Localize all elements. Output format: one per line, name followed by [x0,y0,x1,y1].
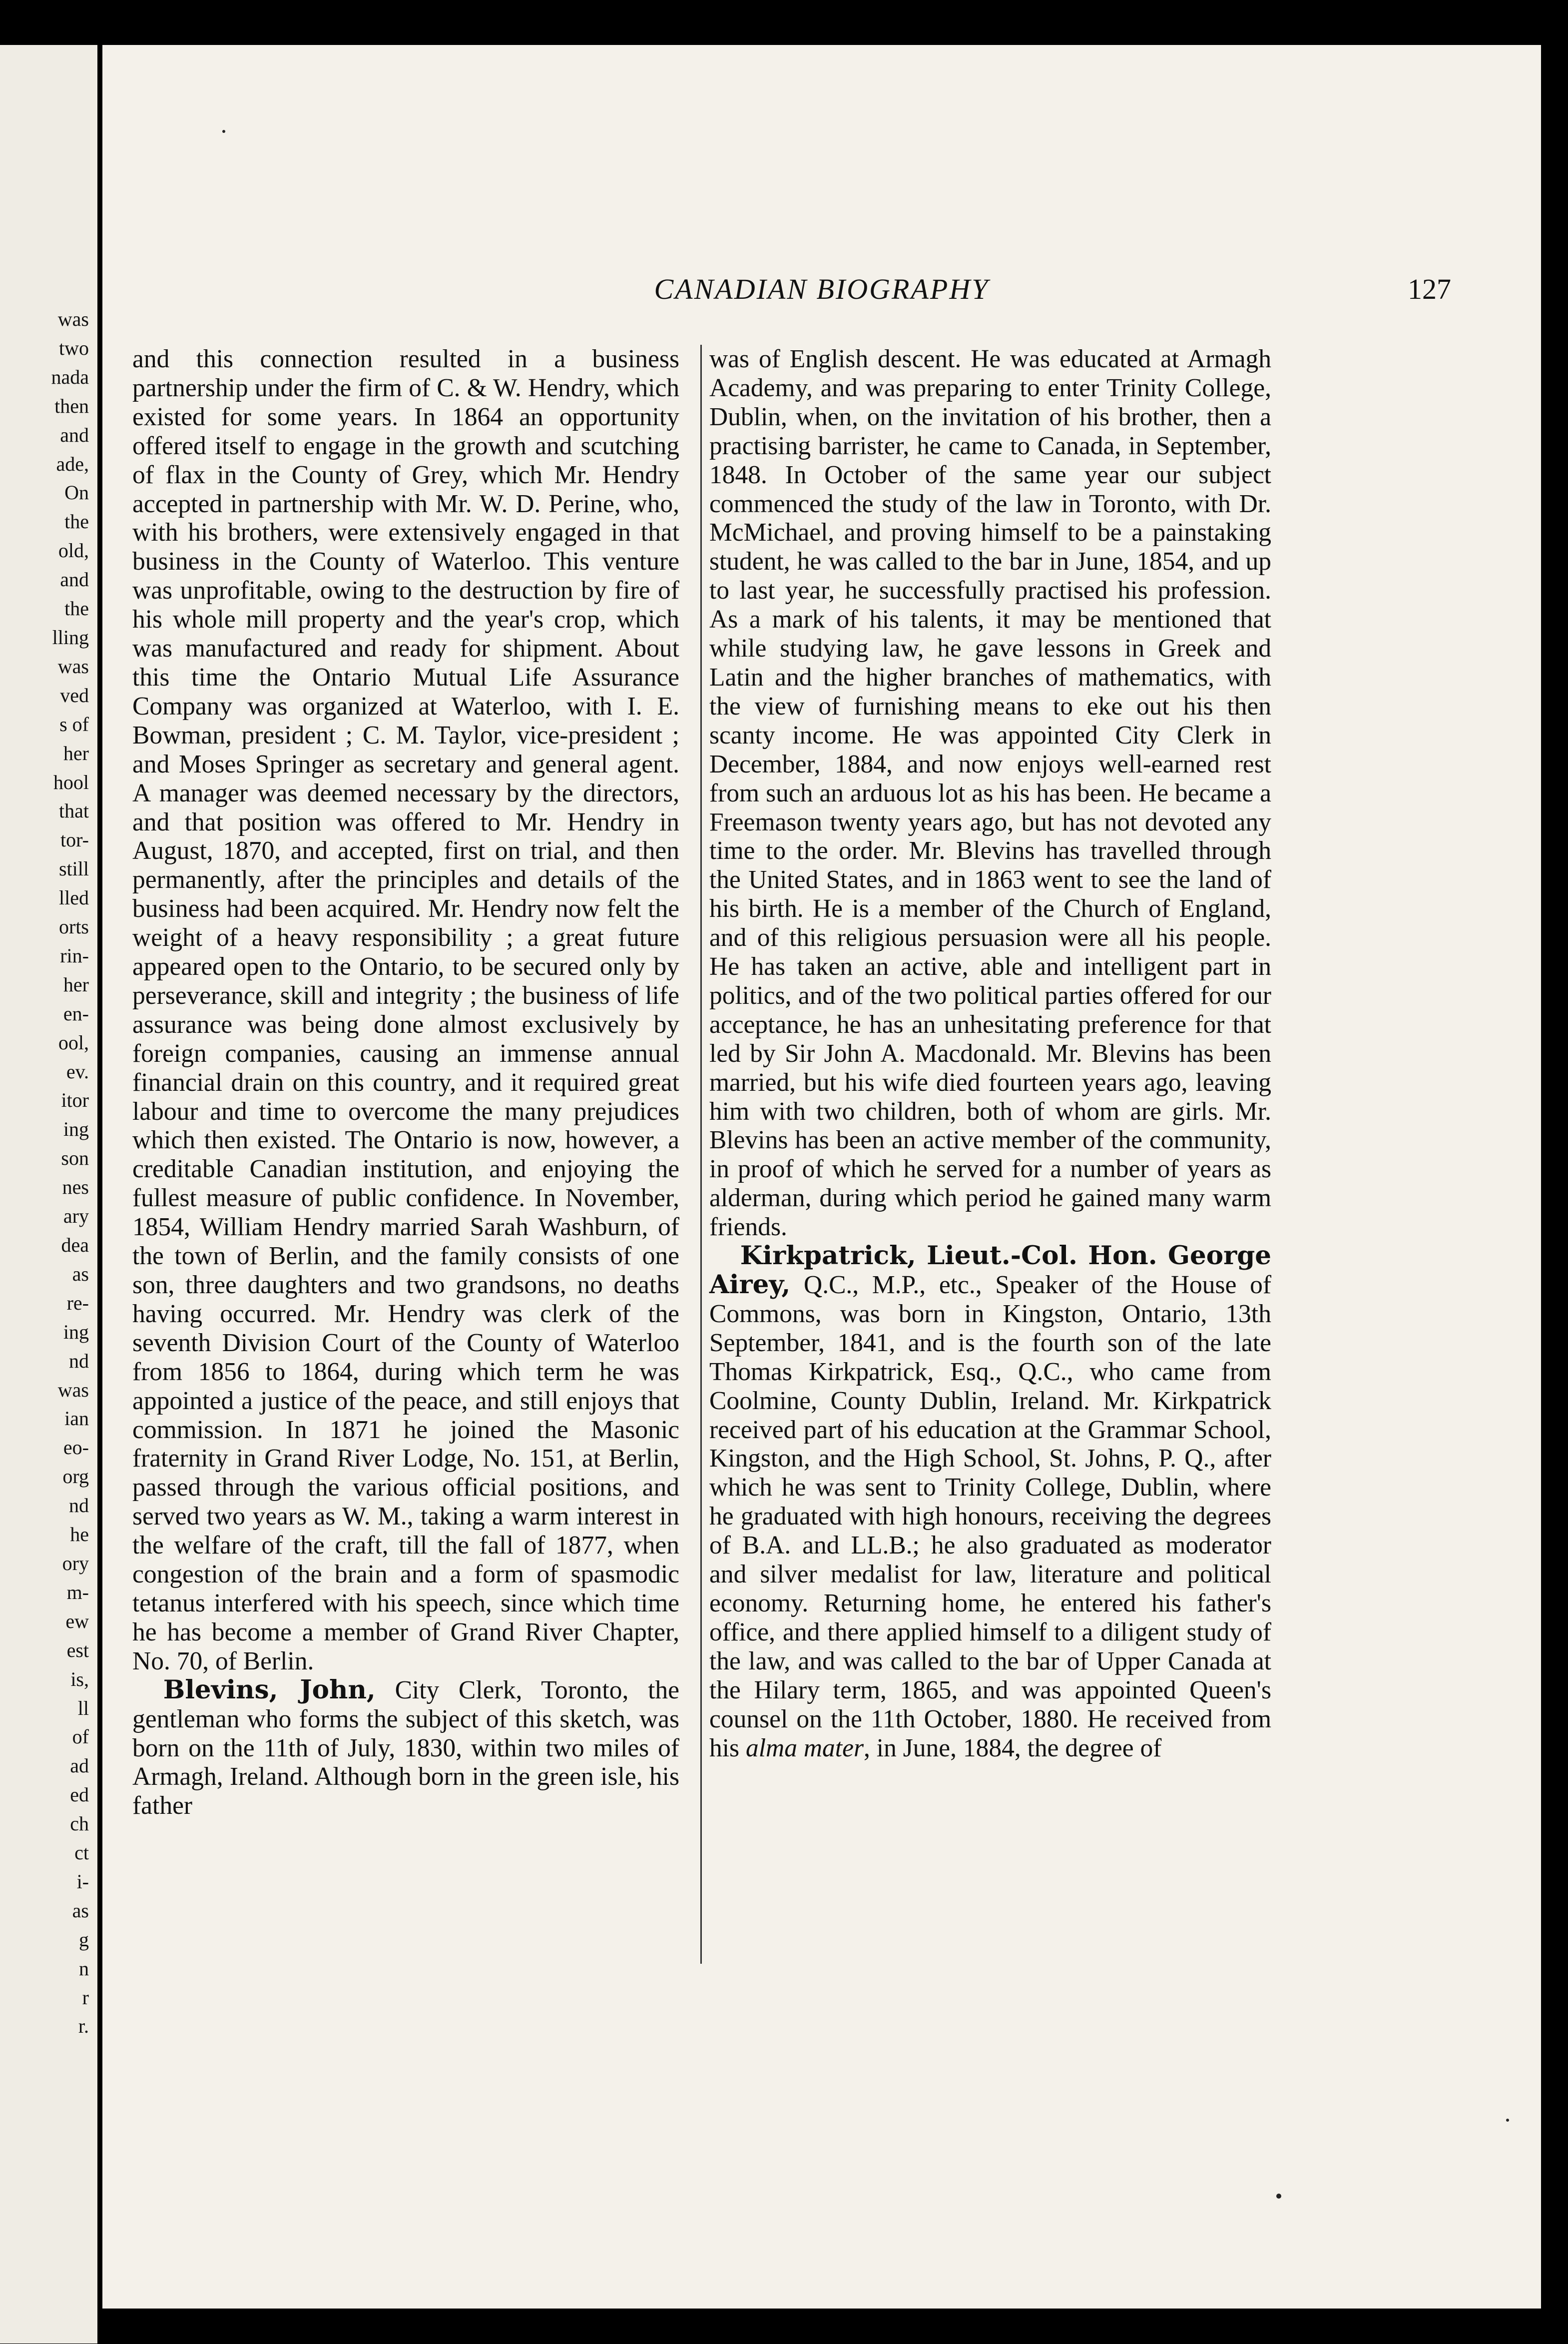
kirkpatrick-heading: Kirkpatrick, Lieut.-Col. Hon. George Airey, [709,1241,1271,1300]
adjacent-page-line: ed [70,1783,89,1806]
adjacent-page-line: s of [59,713,89,736]
scan-speck [1276,2194,1281,2199]
adjacent-page-line: as [72,1899,89,1922]
blevins-text: City Clerk, Toronto, the gentleman who forms the subject of this sketch, was born on the 11th of July, 1830, within two miles of Armagh, Ireland. Although born in the green isle, his father [132,1675,679,1820]
adjacent-page-line: ad [70,1754,89,1777]
adjacent-page-line: orts [59,915,89,938]
hendry-continuation: and this connection resulted in a business partnership under the firm of C. & W. Hendry, which existed for some years. In 1864 an opportunity offered itself to engage in the growth and scutching of flax in the County of Grey, which Mr. Hendry accepted in partnership with Mr. W. D. Perine, who, with his brothers, were extensively engaged in that business in the County of Waterloo. This venture was unprofitable, owing to the destruction by fire of his whole mill property and the year's crop, which was manufactured and ready for shipment. About this time the Ontario Mutual Life Assurance Company was organized at Waterloo, with I. E. Bowman, president ; C. M. Taylor, vice-president ; and Moses Springer as secretary and general agent. A manager was deemed necessary by the directors, and that position was offered to Mr. Hendry in August, 1870, and accepted, first on trial, and then permanently, after the principles and details of the business had been acquired. Mr. Hendry now felt the weight of a heavy responsibility ; a great future appeared open to the Ontario, to be secured only by perseverance, skill and integrity ; the business of life assurance was being done almost exclusively by foreign companies, causing an immense annual financial drain on this country, and it required great labour and time to overcome the many prejudices which then existed. The Ontario is now, however, a creditable Canadian institution, and enjoying the fullest measure of public confidence. In November, 1854, William Hendry married Sarah Washburn, of the town of Berlin, and the family consists of one son, three daughters and two grandsons, no deaths having occurred. Mr. Hendry was clerk of the seventh Division Court of the County of Waterloo from 1856 to 1864, during which term he was appointed a justice of the peace, and still enjoys that commission. In 1871 he joined the Masonic fraternity in Grand River Lodge, No. 151, at Berlin, passed through the various official positions, and served two years as W. M., taking a warm interest in the welfare of the craft, till the fall of 1877, when congestion of the brain and a form of spasmodic tetanus interfered with his speech, since which time he has become a member of Grand River Chapter, No. 70, of Berlin. [132,345,679,1675]
adjacent-page-line: ade, [56,452,89,475]
adjacent-page-line: ew [65,1609,89,1632]
adjacent-page-line: her [63,973,89,996]
adjacent-page-line: nada [51,365,89,388]
adjacent-page-line: was [57,1378,89,1401]
adjacent-page-line: On [64,481,89,504]
scan-speck [1506,2119,1509,2122]
adjacent-page-fragments [0,305,89,2041]
adjacent-page-line: dea [61,1234,89,1256]
adjacent-page-line: org [62,1465,89,1488]
kirkpatrick-italic: alma mater [745,1733,864,1762]
adjacent-page-line: nd [69,1349,89,1372]
adjacent-page-line: and [60,568,89,591]
adjacent-page-line: ev. [66,1060,89,1083]
adjacent-page-line: he [70,1523,89,1546]
adjacent-page-line: ll [77,1696,89,1719]
adjacent-page-line: r. [78,2015,89,2038]
adjacent-page-line: ct [74,1841,89,1864]
column-divider [700,345,702,1964]
adjacent-page-line: en- [63,1002,89,1025]
adjacent-page-line: ing [63,1320,89,1343]
adjacent-page-line: ch [70,1812,89,1835]
adjacent-page-line: still [58,857,89,880]
adjacent-page-line: is, [70,1667,89,1690]
adjacent-page-line: the [64,597,89,620]
adjacent-page-line: re- [66,1291,89,1314]
adjacent-page-line: itor [61,1089,89,1112]
adjacent-page-line: her [63,742,89,765]
adjacent-page-line: lled [59,886,89,909]
adjacent-page-line: of [72,1725,89,1748]
blevins-heading: Blevins, John, [163,1674,376,1705]
adjacent-page-line: the [64,510,89,533]
adjacent-page-strip [0,45,97,2344]
adjacent-page-line: n [79,1957,89,1980]
kirkpatrick-entry [709,1242,1271,1762]
adjacent-page-line: old, [58,539,89,562]
right-column [709,345,1271,1762]
left-column [132,345,679,1820]
adjacent-page-line: as [72,1262,89,1285]
adjacent-page-line: tor- [60,828,89,851]
adjacent-page-line: ory [62,1552,89,1574]
adjacent-page-line: nd [69,1494,89,1517]
adjacent-page-line: m- [66,1580,89,1603]
kirkpatrick-text: Q.C., M.P., etc., Speaker of the House of Commons, was born in Kingston, Ontario, 13th September, 1841, and is the fourth son of the late Thomas Kirkpatrick, Esq., Q.C., who came from Coolmine, County Dublin, Ireland. Mr. Kirkpatrick received part of his education at the Grammar School, Kingston, and the High School, St. Johns, P. Q., after which he was sent to Trinity College, Dublin, where he graduated with high honours, receiving the degrees of B.A. and LL.B.; he also graduated as moderator and silver medalist for law, literature and political economy. Returning home, he entered his father's office, and there applied himself to a diligent study of the law, and was called to the bar of Upper Canada at the Hilary term, 1865, and was appointed Queen's counsel on the 11th October, 1880. He received from his [709,1271,1271,1762]
adjacent-page-line: hool [53,771,89,793]
adjacent-page-line: son [61,1147,89,1170]
adjacent-page-line: ool, [58,1031,89,1054]
running-title: CANADIAN BIOGRAPHY [654,273,990,305]
adjacent-page-line: was [57,655,89,678]
adjacent-page-line: ved [60,684,89,707]
scan-speck [222,130,225,133]
adjacent-page-line: i- [76,1870,89,1893]
adjacent-page-line: ian [64,1407,89,1430]
adjacent-page-line: g [79,1928,89,1951]
adjacent-page-line: r [82,1986,89,2009]
blevins-entry [132,1676,679,1821]
adjacent-page-line: nes [62,1176,89,1199]
book-page [102,45,1541,2309]
kirkpatrick-end: , in June, 1884, the degree of [864,1733,1162,1762]
adjacent-page-line: and [60,423,89,446]
adjacent-page-line: rin- [60,944,89,967]
adjacent-page-line: lling [52,626,89,649]
adjacent-page-line: two [59,336,89,359]
blevins-continuation: was of English descent. He was educated at Armagh Academy, and was preparing to enter Trinity College, Dublin, when, on the invitation of his brother, then a practising barrister, he came to Canada, in September, 1848. In October of the same year our subject commenced the study of the law in Toronto, with Dr. McMichael, and proving himself to be a painstaking student, he was called to the bar in June, 1854, and up to last year, he successfully practised his profession. As a mark of his talents, it may be mentioned that while studying law, he gave lessons in Greek and Latin and the higher branches of mathematics, with the view of furnishing means to eke out his then scanty income. He was appointed City Clerk in December, 1884, and now enjoys well-earned rest from such an arduous lot as his has been. He became a Freemason twenty years ago, but has not devoted any time to the order. Mr. Blevins has travelled through the United States, and in 1863 went to see the land of his birth. He is a member of the Church of England, and of this religious persuasion were all his people. He has taken an active, able and intelligent part in politics, and of the two political parties offered for our acceptance, he has an unhesitating preference for that led by Sir John A. Macdonald. Mr. Blevins has been married, but his wife died fourteen years ago, leaving him with two children, both of whom are girls. Mr. Blevins has been an active member of the community, in proof of which he served for a number of years as alderman, during which period he gained many warm friends. [709,345,1271,1242]
adjacent-page-line: that [59,799,89,822]
adjacent-page-line: then [54,394,89,417]
adjacent-page-line: eo- [63,1436,89,1459]
page-number: 127 [1408,273,1451,305]
adjacent-page-line: ary [63,1205,89,1228]
adjacent-page-line: est [66,1638,89,1661]
adjacent-page-line: ing [63,1118,89,1141]
adjacent-page-line: was [57,308,89,330]
